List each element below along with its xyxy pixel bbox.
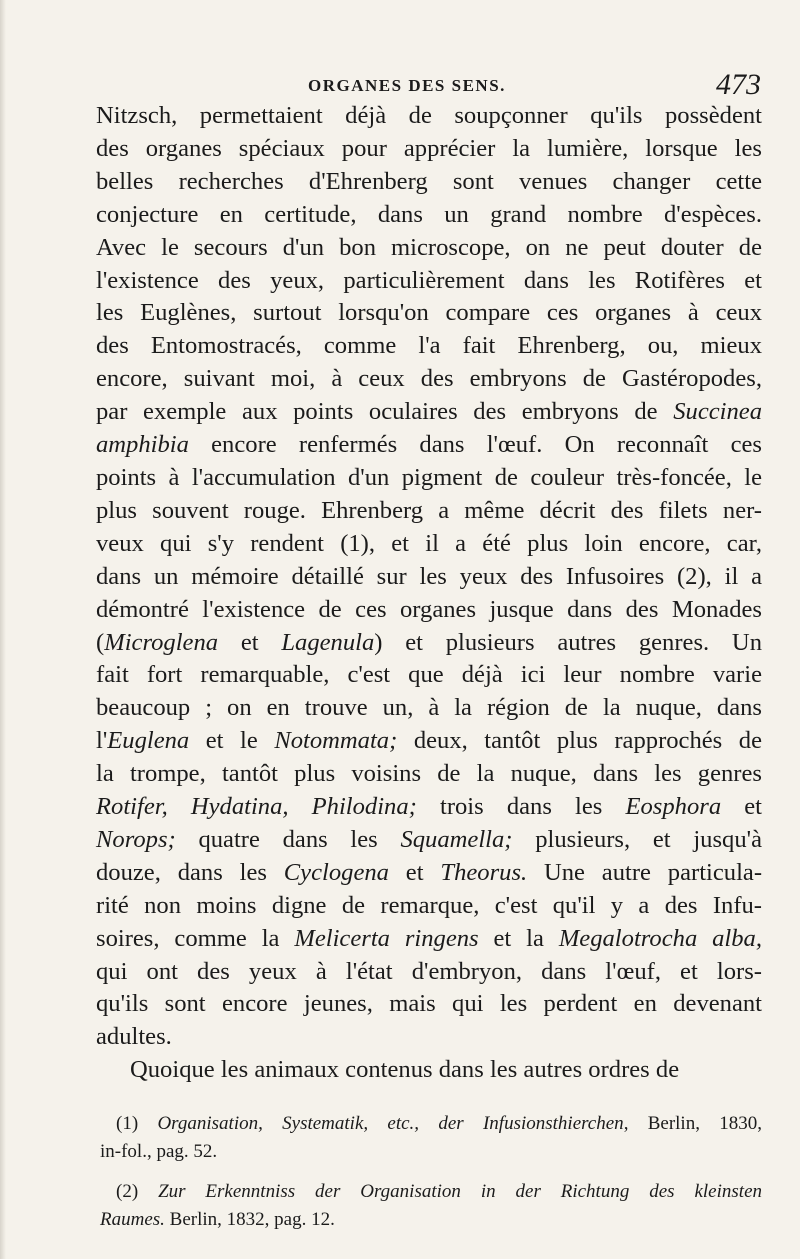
text-segment: trois dans les bbox=[416, 793, 626, 821]
italic-term: Euglena bbox=[107, 727, 190, 755]
italic-term: amphibia bbox=[96, 431, 189, 459]
text-line bbox=[96, 725, 762, 758]
footnote-marker: (2) bbox=[116, 1181, 159, 1202]
text-line bbox=[96, 791, 762, 824]
page-edge bbox=[0, 0, 6, 1259]
italic-term: Theorus. bbox=[440, 858, 528, 886]
footnote-2 bbox=[100, 1178, 762, 1206]
main-text bbox=[96, 100, 762, 1087]
text-segment: Une autre particula- bbox=[527, 858, 763, 886]
text-line: encore, suivant moi, à ceux des embryons de Gastéropodes, bbox=[96, 365, 762, 393]
italic-term: Cyclogena bbox=[283, 858, 389, 886]
text-line: qu'ils sont encore jeunes, mais qui les perdent en devenant bbox=[96, 990, 762, 1018]
text-line: adultes. bbox=[96, 1023, 172, 1051]
text-segment: deux, tantôt plus rapprochés de bbox=[397, 727, 762, 755]
text-line: des organes spéciaux pour apprécier la lumière, lorsque les bbox=[96, 134, 762, 162]
text-line: beaucoup ; on en trouve un, à la région de la nuque, dans bbox=[96, 694, 762, 722]
text-segment: l' bbox=[96, 727, 108, 755]
italic-term: Eosphora bbox=[625, 793, 722, 821]
text-segment: ( bbox=[96, 628, 105, 656]
footnote-marker: (1) bbox=[116, 1113, 158, 1134]
text-line: la trompe, tantôt plus voisins de la nuque, dans les genres bbox=[96, 760, 762, 788]
footnote-text: , Berlin, 1830, bbox=[623, 1113, 762, 1134]
text-segment: ) et plusieurs autres genres. Un bbox=[374, 628, 762, 656]
text-line: Avec le secours d'un bon microscope, on ne peut douter de bbox=[96, 233, 762, 261]
italic-term: Megalotrocha alba, bbox=[558, 924, 763, 952]
italic-term: Squamella; bbox=[400, 825, 513, 853]
text-line: fait fort remarquable, c'est que déjà ici leur nombre varie bbox=[96, 661, 762, 689]
italic-term: Notommata; bbox=[274, 727, 398, 755]
text-line: l'existence des yeux, particulièrement dans les Rotifères et bbox=[96, 266, 762, 294]
footnote-1 bbox=[100, 1110, 762, 1138]
text-segment: et bbox=[721, 793, 763, 821]
italic-term: Succinea bbox=[673, 398, 762, 426]
text-line: des Entomostracés, comme l'a fait Ehrenberg, ou, mieux bbox=[96, 332, 762, 360]
italic-term: Rotifer, Hydatina, Philodina; bbox=[96, 793, 417, 821]
text-segment: et bbox=[218, 628, 282, 656]
page-number: 473 bbox=[716, 68, 761, 101]
text-line: belles recherches d'Ehrenberg sont venues changer cette bbox=[96, 167, 762, 195]
text-line: plus souvent rouge. Ehrenberg a même décrit des filets ner- bbox=[96, 496, 762, 524]
text-line bbox=[96, 396, 762, 429]
text-line bbox=[96, 857, 762, 890]
text-line: points à l'accumulation d'un pigment de couleur très-foncée, le bbox=[96, 463, 762, 491]
text-line bbox=[96, 429, 762, 462]
footnote-title: Raumes. bbox=[100, 1209, 165, 1230]
text-line bbox=[96, 824, 762, 857]
text-segment: soires, comme la bbox=[96, 924, 295, 952]
footnote-1-continued: in-fol., pag. 52. bbox=[100, 1141, 218, 1162]
footnotes bbox=[100, 1110, 762, 1234]
footnote-title: Zur Erkenntniss der Organisation in der Richtung des kleinsten bbox=[158, 1181, 762, 1202]
text-line: qui ont des yeux à l'état d'embryon, dans l'œuf, et lors- bbox=[96, 957, 762, 985]
italic-term: Microglena bbox=[104, 628, 219, 656]
text-segment: encore renfermés dans l'œuf. On reconnaît ces bbox=[188, 431, 762, 459]
text-line: les Euglènes, surtout lorsqu'on compare ces organes à ceux bbox=[96, 299, 762, 327]
text-line: Nitzsch, permettaient déjà de soupçonner qu'ils possèdent bbox=[96, 102, 762, 129]
text-line: dans un mémoire détaillé sur les yeux des Infusoires (2), il a bbox=[96, 562, 762, 590]
text-line: conjecture en certitude, dans un grand nombre d'espèces. bbox=[96, 200, 762, 228]
text-segment: par exemple aux points oculaires des embryons de bbox=[96, 398, 674, 426]
footnote-text: Berlin, 1832, pag. 12. bbox=[164, 1209, 335, 1230]
text-line: veux qui s'y rendent (1), et il a été plus loin encore, car, bbox=[96, 529, 762, 557]
text-line: Quoique les animaux contenus dans les autres ordres de bbox=[130, 1056, 680, 1084]
text-line bbox=[96, 923, 762, 956]
text-segment: et bbox=[388, 858, 441, 886]
text-line: démontré l'existence de ces organes jusque dans des Monades bbox=[96, 595, 762, 623]
italic-term: Norops; bbox=[96, 825, 176, 853]
text-segment: et la bbox=[478, 924, 559, 952]
footnote-title: Organisation, Systematik, etc., der Infusionsthierchen bbox=[157, 1113, 624, 1134]
text-line bbox=[96, 627, 762, 660]
text-line: rité non moins digne de remarque, c'est qu'il y a des Infu- bbox=[96, 891, 762, 919]
text-segment: quatre dans les bbox=[175, 825, 401, 853]
text-segment: plusieurs, et jusqu'à bbox=[512, 825, 762, 853]
running-head: ORGANES DES SENS. bbox=[308, 76, 506, 95]
italic-term: Melicerta ringens bbox=[294, 924, 479, 952]
text-segment: douze, dans les bbox=[96, 858, 284, 886]
italic-term: Lagenula bbox=[281, 628, 375, 656]
text-segment: et le bbox=[189, 727, 275, 755]
footnote-2-continued bbox=[100, 1206, 762, 1234]
